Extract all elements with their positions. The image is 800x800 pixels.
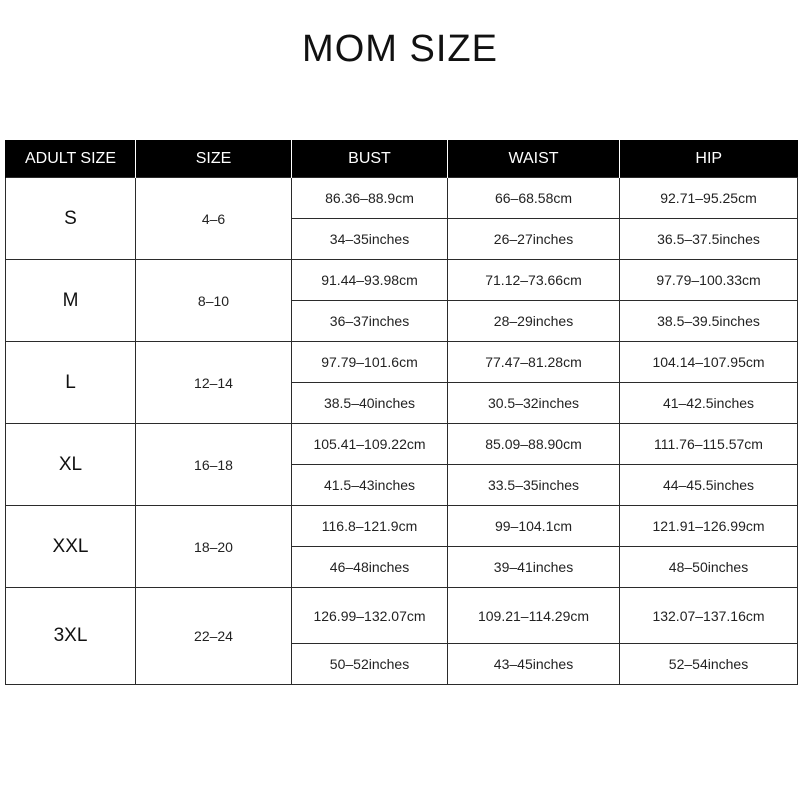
adult-size-cell: M <box>6 260 136 342</box>
bust-inches-cell: 46–48inches <box>292 547 448 588</box>
table-row <box>6 342 798 383</box>
waist-inches-cell: 28–29inches <box>448 301 620 342</box>
header-size: SIZE <box>136 140 292 178</box>
waist-inches-cell: 39–41inches <box>448 547 620 588</box>
waist-cm-cell: 71.12–73.66cm <box>448 260 620 301</box>
adult-size-cell: XL <box>6 424 136 506</box>
size-cell: 4–6 <box>136 178 292 260</box>
header-hip: HIP <box>620 140 798 178</box>
header-bust: BUST <box>292 140 448 178</box>
hip-cm-cell: 111.76–115.57cm <box>620 424 798 465</box>
bust-inches-cell: 34–35inches <box>292 219 448 260</box>
hip-cm-cell: 121.91–126.99cm <box>620 506 798 547</box>
size-cell: 18–20 <box>136 506 292 588</box>
hip-cm-cell: 97.79–100.33cm <box>620 260 798 301</box>
hip-inches-cell: 44–45.5inches <box>620 465 798 506</box>
hip-cm-cell: 104.14–107.95cm <box>620 342 798 383</box>
table-row <box>6 588 798 644</box>
bust-inches-cell: 41.5–43inches <box>292 465 448 506</box>
hip-inches-cell: 36.5–37.5inches <box>620 219 798 260</box>
table-row <box>6 506 798 547</box>
size-cell: 8–10 <box>136 260 292 342</box>
bust-inches-cell: 50–52inches <box>292 644 448 685</box>
hip-inches-cell: 52–54inches <box>620 644 798 685</box>
bust-cm-cell: 97.79–101.6cm <box>292 342 448 383</box>
header-adult-size: ADULT SIZE <box>6 140 136 178</box>
page-title: MOM SIZE <box>302 28 498 70</box>
waist-inches-cell: 43–45inches <box>448 644 620 685</box>
size-cell: 16–18 <box>136 424 292 506</box>
hip-inches-cell: 41–42.5inches <box>620 383 798 424</box>
hip-cm-cell: 132.07–137.16cm <box>620 588 798 644</box>
bust-cm-cell: 116.8–121.9cm <box>292 506 448 547</box>
size-chart-table <box>5 140 798 685</box>
waist-inches-cell: 30.5–32inches <box>448 383 620 424</box>
bust-cm-cell: 86.36–88.9cm <box>292 178 448 219</box>
table-row <box>6 260 798 301</box>
size-cell: 22–24 <box>136 588 292 685</box>
waist-cm-cell: 66–68.58cm <box>448 178 620 219</box>
bust-cm-cell: 91.44–93.98cm <box>292 260 448 301</box>
adult-size-cell: 3XL <box>6 588 136 685</box>
bust-cm-cell: 105.41–109.22cm <box>292 424 448 465</box>
waist-cm-cell: 85.09–88.90cm <box>448 424 620 465</box>
waist-inches-cell: 33.5–35inches <box>448 465 620 506</box>
hip-cm-cell: 92.71–95.25cm <box>620 178 798 219</box>
waist-inches-cell: 26–27inches <box>448 219 620 260</box>
hip-inches-cell: 48–50inches <box>620 547 798 588</box>
waist-cm-cell: 109.21–114.29cm <box>448 588 620 644</box>
waist-cm-cell: 99–104.1cm <box>448 506 620 547</box>
adult-size-cell: L <box>6 342 136 424</box>
bust-cm-cell: 126.99–132.07cm <box>292 588 448 644</box>
adult-size-cell: S <box>6 178 136 260</box>
table-header-row <box>6 140 798 178</box>
bust-inches-cell: 38.5–40inches <box>292 383 448 424</box>
size-cell: 12–14 <box>136 342 292 424</box>
header-waist: WAIST <box>448 140 620 178</box>
hip-inches-cell: 38.5–39.5inches <box>620 301 798 342</box>
table-row <box>6 178 798 219</box>
waist-cm-cell: 77.47–81.28cm <box>448 342 620 383</box>
table-row <box>6 424 798 465</box>
adult-size-cell: XXL <box>6 506 136 588</box>
bust-inches-cell: 36–37inches <box>292 301 448 342</box>
